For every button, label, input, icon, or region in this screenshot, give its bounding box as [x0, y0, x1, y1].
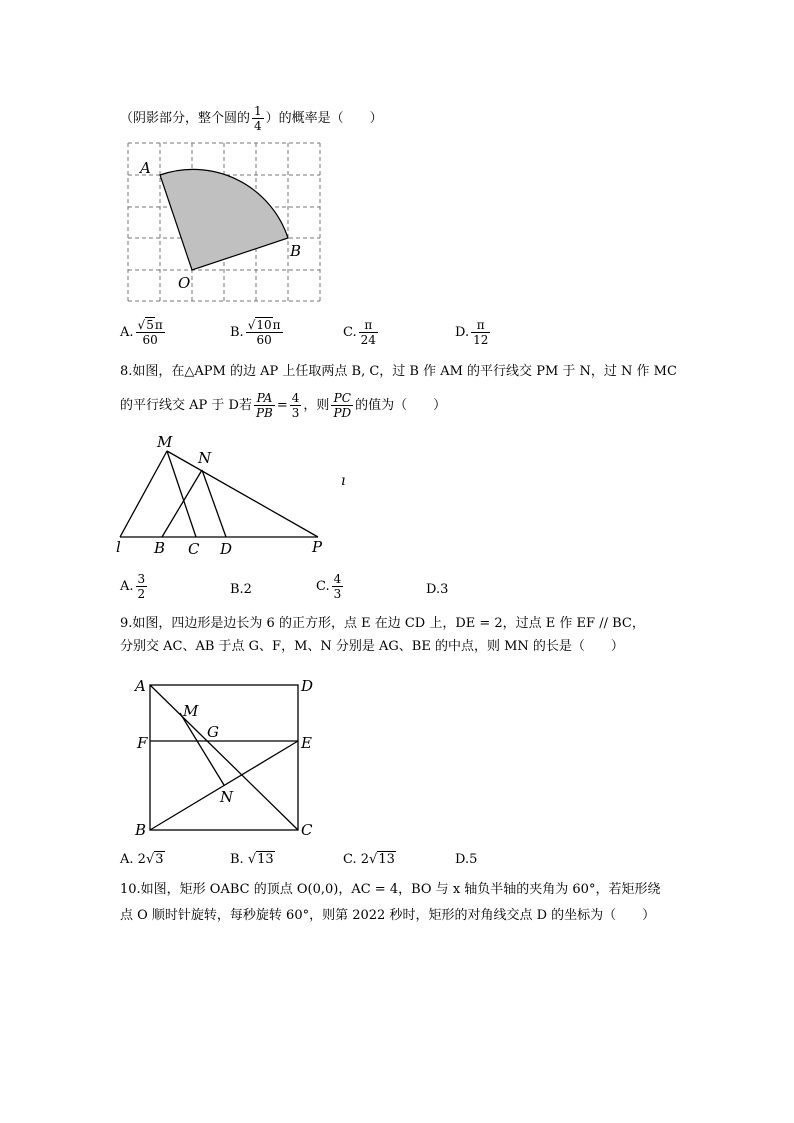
- label-f: F: [137, 734, 148, 752]
- label-p: P: [312, 538, 323, 556]
- q7-option-b: B. $\frac{√10\pi}{60}$: [230, 318, 281, 347]
- label-a: A: [135, 677, 146, 695]
- shaded-sector: [160, 169, 288, 270]
- q7-fraction: $\frac{1}{4}$: [254, 104, 262, 133]
- label-a: A: [140, 159, 151, 177]
- label-c: C: [188, 540, 200, 558]
- label-n: N: [220, 788, 234, 806]
- segment-mc: [167, 451, 196, 537]
- label-m: M: [183, 702, 199, 720]
- q7-option-c: C. $\frac{\pi}{24}$: [343, 318, 376, 347]
- label-b: B: [154, 539, 166, 557]
- side-am: [120, 451, 167, 537]
- segment-nd: [202, 470, 226, 537]
- diagonal-ac: [150, 685, 298, 830]
- q10-stem-line2: 点 O 顺时针旋转，每秒旋转 60°，则第 2022 秒时，矩形的对角线交点 D 的坐标为（ ）: [120, 908, 656, 923]
- q9-figure: [115, 672, 325, 842]
- q9-stem-line1: 9.如图，四边形是边长为 6 的正方形，点 E 在边 CD 上，DE = 2，过点 E 作 EF // BC，: [120, 616, 645, 631]
- q7-option-a: A. $\frac{√5\pi}{60}$: [120, 318, 163, 347]
- label-m: M: [157, 433, 173, 451]
- label-c: C: [301, 821, 313, 839]
- label-b: B: [135, 821, 147, 839]
- label-g: G: [207, 723, 219, 741]
- segment-be: [150, 741, 298, 830]
- label-d: D: [301, 677, 314, 695]
- q9-option-c: C. 2√13: [343, 852, 395, 867]
- q8-option-a: A. $\frac{3}{2}$: [120, 572, 146, 601]
- label-n: N: [198, 449, 212, 467]
- q7-figure: [118, 140, 328, 305]
- q10-stem-line1: 10.如图，矩形 OABC 的顶点 O(0,0)，AC = 4，BO 与 x 轴负半轴的夹角为 60°，若矩形绕: [120, 882, 661, 897]
- label-d: D: [220, 540, 233, 558]
- label-o: O: [178, 274, 191, 292]
- q7-option-d: D. $\frac{\pi}{12}$: [455, 318, 489, 347]
- stray-mark: ı: [341, 473, 346, 489]
- label-e: E: [301, 734, 312, 752]
- q9-option-d: D.5: [455, 852, 478, 867]
- side-mp: [167, 451, 318, 537]
- label-a-partial: l: [116, 538, 121, 556]
- q9-stem-line2: 分别交 AC、AB 于点 G、F，M、N 分别是 AG、BE 的中点，则 MN 的长是（ ）: [120, 639, 624, 654]
- q8-option-d: D.3: [426, 582, 449, 597]
- q9-option-a: A. 2√3: [120, 852, 164, 867]
- q8-figure: [112, 430, 352, 560]
- q8-stem-line1: 8.如图，在△APM 的边 AP 上任取两点 B, C，过 B 作 AM 的平行线交 PM 于 N，过 N 作 MC: [120, 364, 677, 379]
- q8-option-c: C. $\frac{4}{3}$: [316, 572, 342, 601]
- label-b: B: [290, 242, 302, 260]
- segment-bn: [162, 470, 202, 537]
- q7-stem: （阴影部分，整个圆的 $\frac{1}{4}$ ）的概率是（ ）: [120, 104, 383, 133]
- q8-option-b: B.2: [230, 582, 252, 597]
- q9-option-b: B. √13: [230, 852, 274, 867]
- q8-stem-line2: 的平行线交 AP 于 D若 $\frac{PA}{PB}$ = $\frac{4}{3}$ ，则 $\frac{PC}{PD}$ 的值为（ ）: [120, 391, 447, 420]
